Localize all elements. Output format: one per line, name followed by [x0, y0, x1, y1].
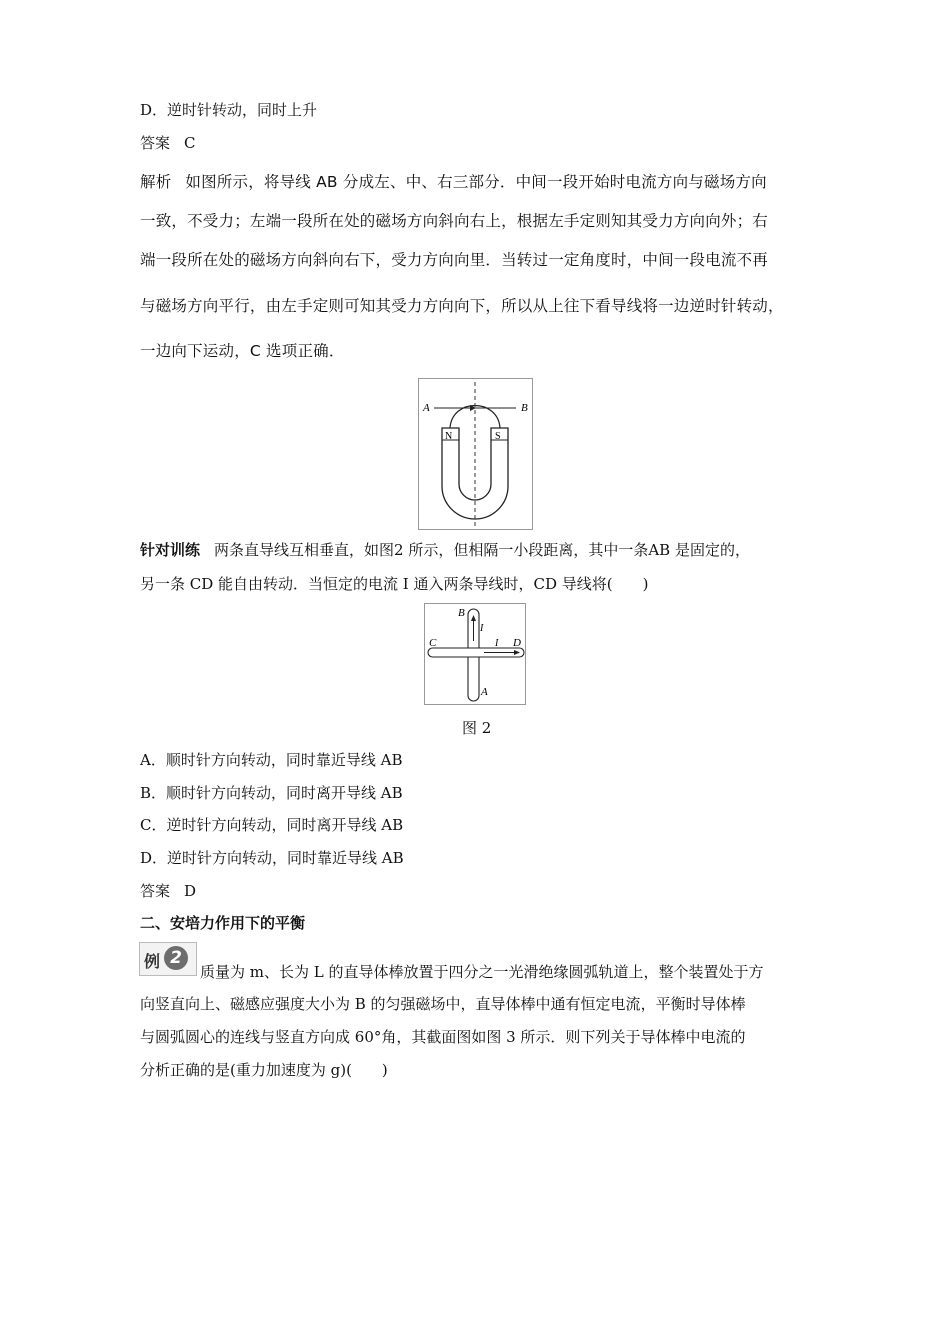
option-c-line	[140, 815, 403, 835]
answer-value: C	[184, 134, 196, 152]
label-i-vertical: I	[480, 623, 484, 634]
figure-2-caption: 图 2	[462, 719, 492, 737]
analysis-line-5: 一边向下运动，C 选项正确．	[140, 342, 345, 360]
example-line-4: 分析正确的是(重力加速度为 g)( )	[140, 1061, 388, 1079]
option-text: 顺时针方向转动，同时离开导线 AB	[166, 784, 403, 802]
answer-line	[140, 133, 196, 153]
label-c: C	[429, 637, 437, 649]
option-text: 逆时针方向转动，同时离开导线 AB	[166, 816, 404, 834]
analysis-line-2: 一致，不受力；左端一段所在处的磁场方向斜向右上，根据左手定则知其受力方向向外；右	[140, 212, 769, 230]
analysis-line-1	[140, 172, 767, 192]
option-label: A．	[140, 751, 166, 769]
cross-wire-figure	[424, 603, 526, 705]
example-line-2: 向竖直向上、磁感应强度大小为 B 的匀强磁场中，直导体棒中通有恒定电流，平衡时导体棒	[140, 995, 746, 1013]
option-b-line	[140, 783, 403, 803]
option-text: 逆时针方向转动，同时靠近导线 AB	[167, 849, 404, 867]
example-badge-number: 2	[164, 946, 188, 970]
answer-label: 答案	[140, 882, 171, 900]
option-label: B．	[140, 784, 167, 802]
example-badge-char: 例	[144, 952, 161, 971]
label-b: B	[521, 402, 528, 414]
label-i-horizontal: I	[495, 638, 499, 649]
option-label: C．	[140, 816, 167, 834]
training-line-1	[140, 540, 750, 560]
example-line-3: 与圆弧圆心的连线与竖直方向成 60°角，其截面图如图 3 所示．则下列关于导体棒中电流的	[140, 1028, 746, 1046]
example-line-1: 质量为 m、长为 L 的直导体棒放置于四分之一光滑绝缘圆弧轨道上，整个装置处于方	[200, 963, 764, 981]
analysis-line-4: 与磁场方向平行，由左手定则可知其受力方向向下，所以从上往下看导线将一边逆时针转动，	[140, 297, 784, 315]
label-n: N	[445, 431, 453, 442]
analysis-line-3: 端一段所在处的磁场方向斜向右下，受力方向向里．当转过一定角度时，中间一段电流不再	[140, 251, 769, 269]
training-answer-line	[140, 881, 196, 901]
option-d-line	[140, 848, 404, 868]
example-badge	[139, 942, 197, 976]
answer-label: 答案	[140, 134, 171, 152]
label-a: A	[481, 686, 488, 698]
option-text: 逆时针转动，同时上升	[167, 101, 318, 119]
option-label: D．	[140, 849, 168, 867]
analysis-text: 如图所示，将导线 AB 分成左、中、右三部分．中间一段开始时电流方向与磁场方向	[185, 173, 767, 191]
label-d: D	[513, 637, 521, 649]
answer-value: D	[184, 882, 197, 900]
training-label: 针对训练	[140, 541, 201, 559]
label-s: S	[495, 431, 501, 442]
option-a-line	[140, 750, 402, 770]
option-d-line	[140, 100, 317, 120]
training-line-2: 另一条 CD 能自由转动．当恒定的电流 I 通入两条导线时，CD 导线将( )	[140, 575, 649, 593]
section-title: 二、安培力作用下的平衡	[140, 914, 306, 932]
label-b: B	[458, 607, 465, 619]
u-magnet-figure	[418, 378, 533, 530]
label-a: A	[423, 402, 430, 414]
analysis-label: 解析	[140, 173, 172, 191]
training-text: 两条直导线互相垂直，如图2 所示，但相隔一小段距离，其中一条AB 是固定的，	[214, 541, 750, 559]
option-label: D．	[140, 101, 168, 119]
option-text: 顺时针方向转动，同时靠近导线 AB	[165, 751, 403, 769]
